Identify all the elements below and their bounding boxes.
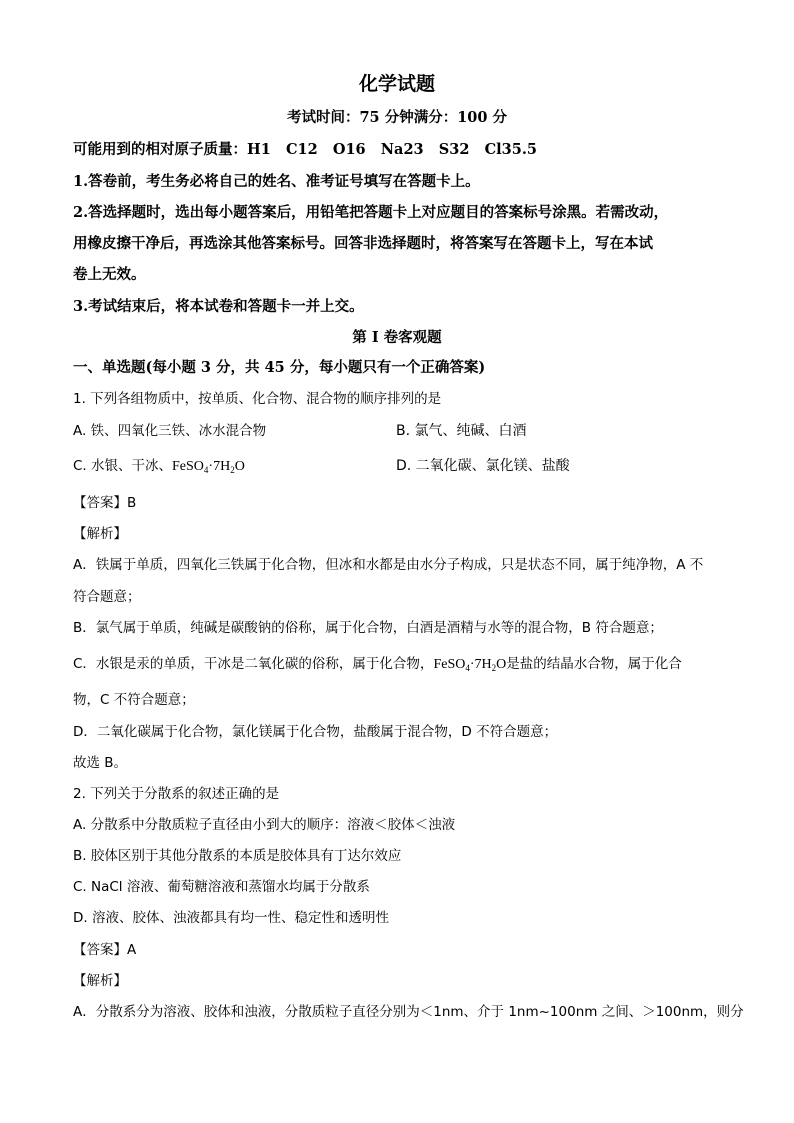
q1-analysis-label: 【解析】 <box>73 526 127 542</box>
q1-analysis-c-formula <box>433 657 506 672</box>
formula-sub-2-2: 2 <box>491 663 497 673</box>
formula-sub-4: 4 <box>203 465 209 475</box>
atomic-mass-cl: Cl35.5 <box>484 141 537 158</box>
q1-analysis-a-line2: 符合题意； <box>73 589 141 605</box>
q1-conclusion: 故选 B。 <box>73 755 128 771</box>
atomic-mass-h: H1 <box>247 141 271 158</box>
q1-analysis-c-suffix: 是盐的结晶水合物，属于化合 <box>506 656 682 672</box>
q2-analysis-a-line1: A．分散系分为溶液、胶体和浊液，分散质粒子直径分别为＜1nm、介于 1nm~100nm 之间、＞100nm，则分 <box>73 1004 744 1020</box>
part-title: 一、单选题(每小题 3 分，共 45 分，每小题只有一个正确答案) <box>73 359 486 376</box>
page-title: 化学试题 <box>358 73 435 95</box>
q1-option-a: A. 铁、四氧化三铁、冰水混合物 <box>73 423 267 439</box>
instruction-2-line3: 卷上无效。 <box>73 266 146 283</box>
q1-analysis-d: D．二氧化碳属于化合物，氯化镁属于化合物，盐酸属于混合物，D 不符合题意； <box>73 724 558 740</box>
formula-end: O <box>234 459 245 474</box>
instruction-2-line1: 2.答选择题时，选出每小题答案后，用铅笔把答题卡上对应题目的答案标号涂黑。若需改动， <box>73 204 669 221</box>
q2-stem: 2. 下列关于分散系的叙述正确的是 <box>73 786 280 802</box>
atomic-mass-c: C12 <box>285 141 318 158</box>
q1-analysis-b: B．氯气属于单质，纯碱是碳酸钠的俗称，属于化合物，白酒是酒精与水等的混合物，B 符合题意； <box>73 620 663 636</box>
q2-option-d: D. 溶液、胶体、浊液都具有均一性、稳定性和透明性 <box>73 910 389 926</box>
instruction-1: 1.答卷前，考生务必将自己的姓名、准考证号填写在答题卡上。 <box>73 173 480 190</box>
atomic-mass-o: O16 <box>332 141 366 158</box>
instruction-3: 3.考试结束后，将本试卷和答题卡一并上交。 <box>73 298 364 315</box>
q2-option-c: C. NaCl 溶液、葡萄糖溶液和蒸馏水均属于分散系 <box>73 879 370 895</box>
q2-option-b: B. 胶体区别于其他分散系的本质是胶体具有丁达尔效应 <box>73 848 402 864</box>
formula-mid: ·7H <box>208 459 231 474</box>
q2-analysis-label: 【解析】 <box>73 973 127 989</box>
q1-option-c-formula <box>172 459 245 474</box>
formula-sub-2: 2 <box>230 465 235 475</box>
q1-option-d: D. 二氧化碳、氯化镁、盐酸 <box>396 458 570 474</box>
q1-analysis-c-line1 <box>73 654 682 675</box>
q1-analysis-c-line2: 物，C 不符合题意； <box>73 692 195 708</box>
atomic-mass-s: S32 <box>438 141 470 158</box>
q1-stem: 1. 下列各组物质中，按单质、化合物、混合物的顺序排列的是 <box>73 391 442 407</box>
atomic-mass-na: Na23 <box>380 141 424 158</box>
formula-mid-2: ·7H <box>469 657 492 672</box>
q1-option-b: B. 氯气、纯碱、白酒 <box>396 423 527 439</box>
instruction-2-line2: 用橡皮擦干净后，再选涂其他答案标号。回答非选择题时，将答案写在答题卡上，写在本试 <box>73 235 653 252</box>
formula-fe: FeSO <box>172 459 204 474</box>
exam-info: 考试时间：75 分钟满分：100 分 <box>286 109 508 126</box>
atomic-masses-label: 可能用到的相对原子质量： <box>73 141 247 158</box>
q1-answer: 【答案】B <box>73 495 137 511</box>
q1-option-c-text: C. 水银、干冰、 <box>73 458 173 474</box>
volume-title: 第 I 卷客观题 <box>352 329 442 346</box>
q1-analysis-a-line1: A．铁属于单质，四氧化三铁属于化合物，但冰和水都是由水分子构成，只是状态不同，属于纯净物，A 不 <box>73 557 704 573</box>
formula-end-2: O <box>496 657 507 672</box>
formula-fe-2: FeSO <box>433 657 466 672</box>
atomic-masses-line <box>73 140 537 160</box>
q2-answer: 【答案】A <box>73 942 137 958</box>
q2-option-a: A. 分散系中分散质粒子直径由小到大的顺序：溶液＜胶体＜浊液 <box>73 817 456 833</box>
formula-sub-4-2: 4 <box>465 663 470 673</box>
q1-option-c <box>73 456 245 477</box>
q1-analysis-c-prefix: C．水银是汞的单质，干冰是二氧化碳的俗称，属于化合物， <box>73 656 434 672</box>
